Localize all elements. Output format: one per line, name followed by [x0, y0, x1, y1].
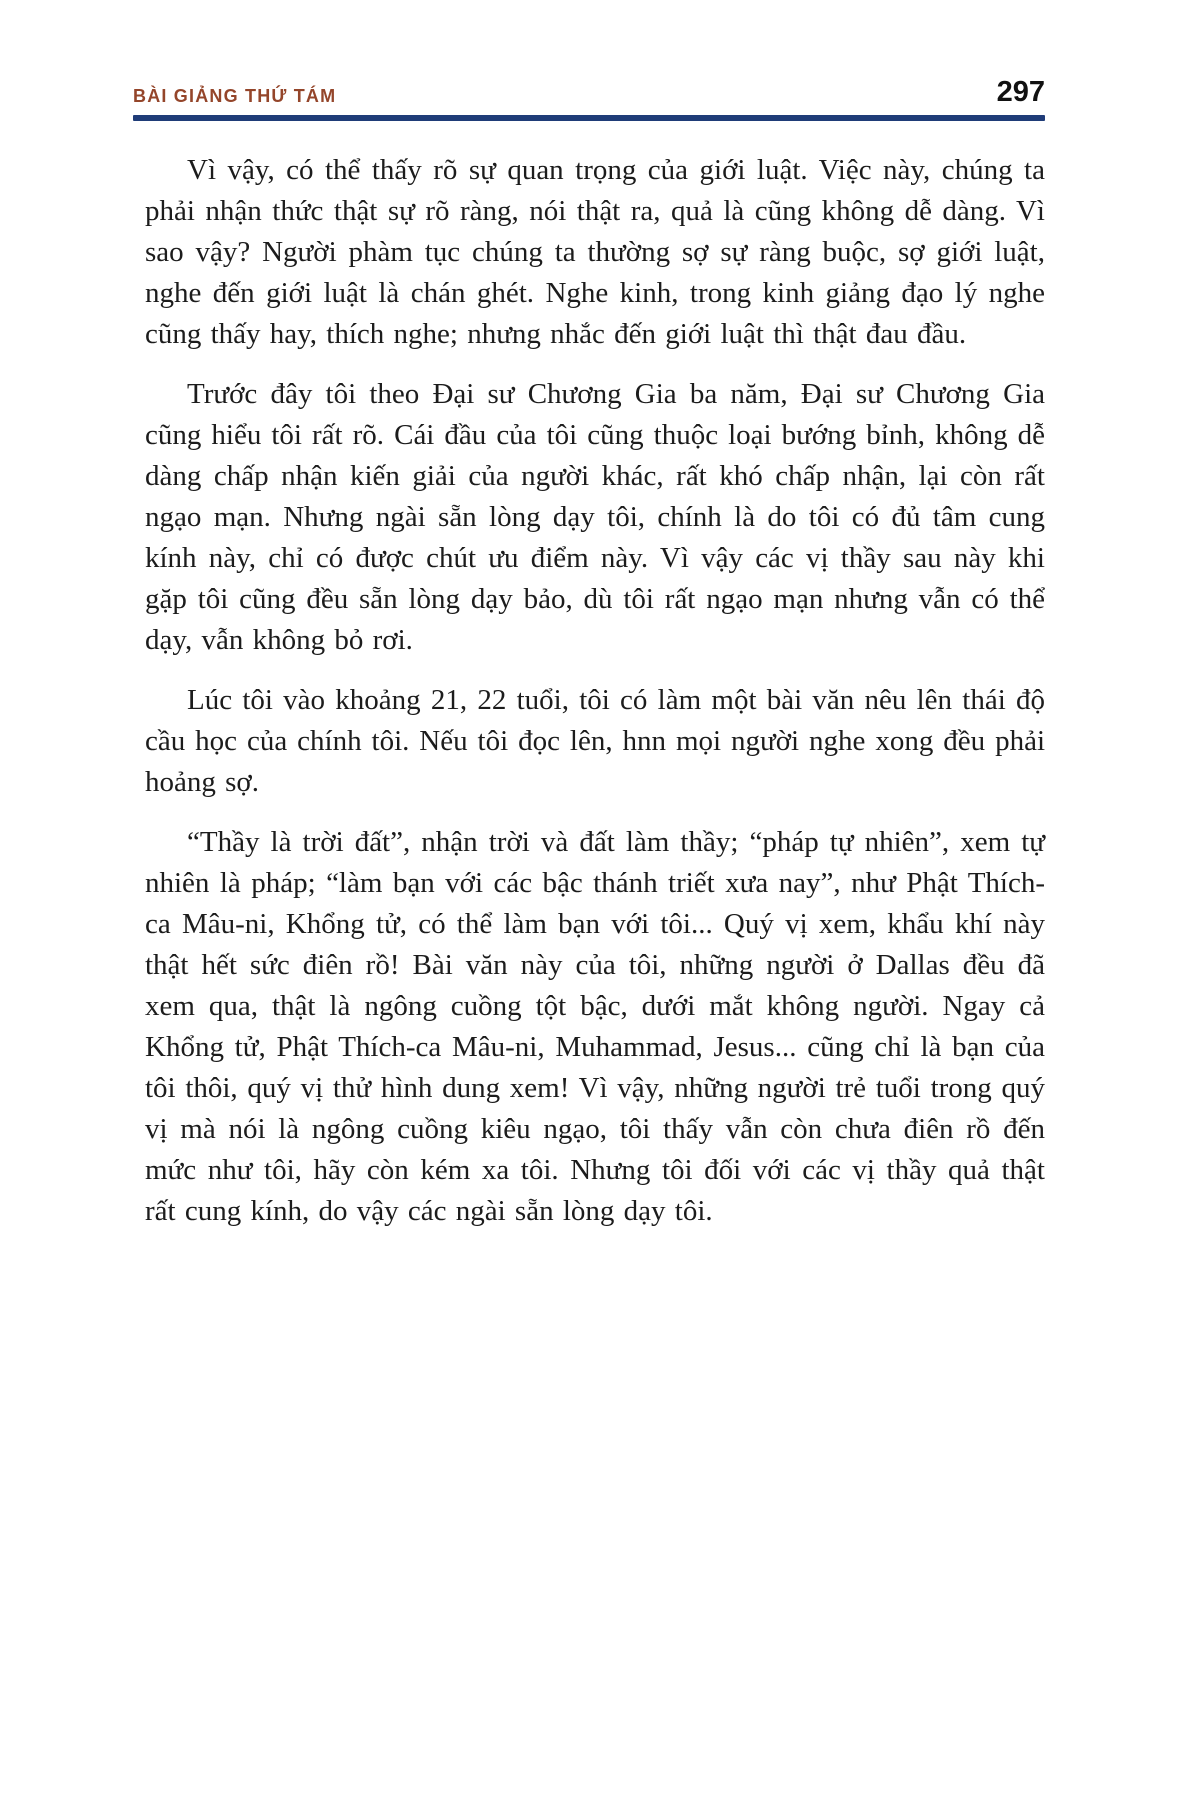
page-number: 297 — [996, 76, 1045, 108]
page-header — [133, 78, 1045, 121]
header-row — [133, 78, 1045, 115]
paragraph-3: Lúc tôi vào khoảng 21, 22 tuổi, tôi có làm một bài văn nêu lên thái độ cầu học của chính tôi. Nếu tôi đọc lên, hnn mọi người nghe xong đều phải hoảng sợ. — [145, 684, 1045, 798]
paragraph-4: “Thầy là trời đất”, nhận trời và đất làm thầy; “pháp tự nhiên”, xem tự nhiên là pháp; “làm bạn với các bậc thánh triết xưa nay”, như Phật Thích-ca Mâu-ni, Khổng tử, có thể làm bạn với tôi... Quý vị xem, khẩu khí này thật hết sức điên rồ! Bài văn này của tôi, những người ở Dallas đều đã xem qua, thật là ngông cuồng tột bậc, dưới mắt không người. Ngay cả Khổng tử, Phật Thích-ca Mâu-ni, Muhammad, Jesus... cũng chỉ là bạn của tôi thôi, quý vị thử hình dung xem! Vì vậy, những người trẻ tuổi trong quý vị mà nói là ngông cuồng kiêu ngạo, tôi thấy vẫn còn chưa điên rồ đến mức như tôi, hãy còn kém xa tôi. Nhưng tôi đối với các vị thầy quả thật rất cung kính, do vậy các ngài sẵn lòng dạy tôi. — [145, 826, 1045, 1227]
paragraph-1: Vì vậy, có thể thấy rõ sự quan trọng của giới luật. Việc này, chúng ta phải nhận thức thật sự rõ ràng, nói thật ra, quả là cũng không dễ dàng. Vì sao vậy? Người phàm tục chúng ta thường sợ sự ràng buộc, sợ giới luật, nghe đến giới luật là chán ghét. Nghe kinh, trong kinh giảng đạo lý nghe cũng thấy hay, thích nghe; nhưng nhắc đến giới luật thì thật đau đầu. — [145, 154, 1045, 350]
running-title: BÀI GIẢNG THỨ TÁM — [133, 86, 337, 106]
body-text — [145, 150, 1045, 1251]
paragraph-2: Trước đây tôi theo Đại sư Chương Gia ba năm, Đại sư Chương Gia cũng hiểu tôi rất rõ. Cái đầu của tôi cũng thuộc loại bướng bỉnh, không dễ dàng chấp nhận kiến giải của người khác, rất khó chấp nhận, lại còn rất ngạo mạn. Nhưng ngài sẵn lòng dạy tôi, chính là do tôi có đủ tâm cung kính này, chỉ có được chút ưu điểm này. Vì vậy các vị thầy sau này khi gặp tôi cũng đều sẵn lòng dạy bảo, dù tôi rất ngạo mạn nhưng vẫn có thể dạy, vẫn không bỏ rơi. — [145, 378, 1045, 656]
header-rule-divider — [133, 115, 1045, 121]
